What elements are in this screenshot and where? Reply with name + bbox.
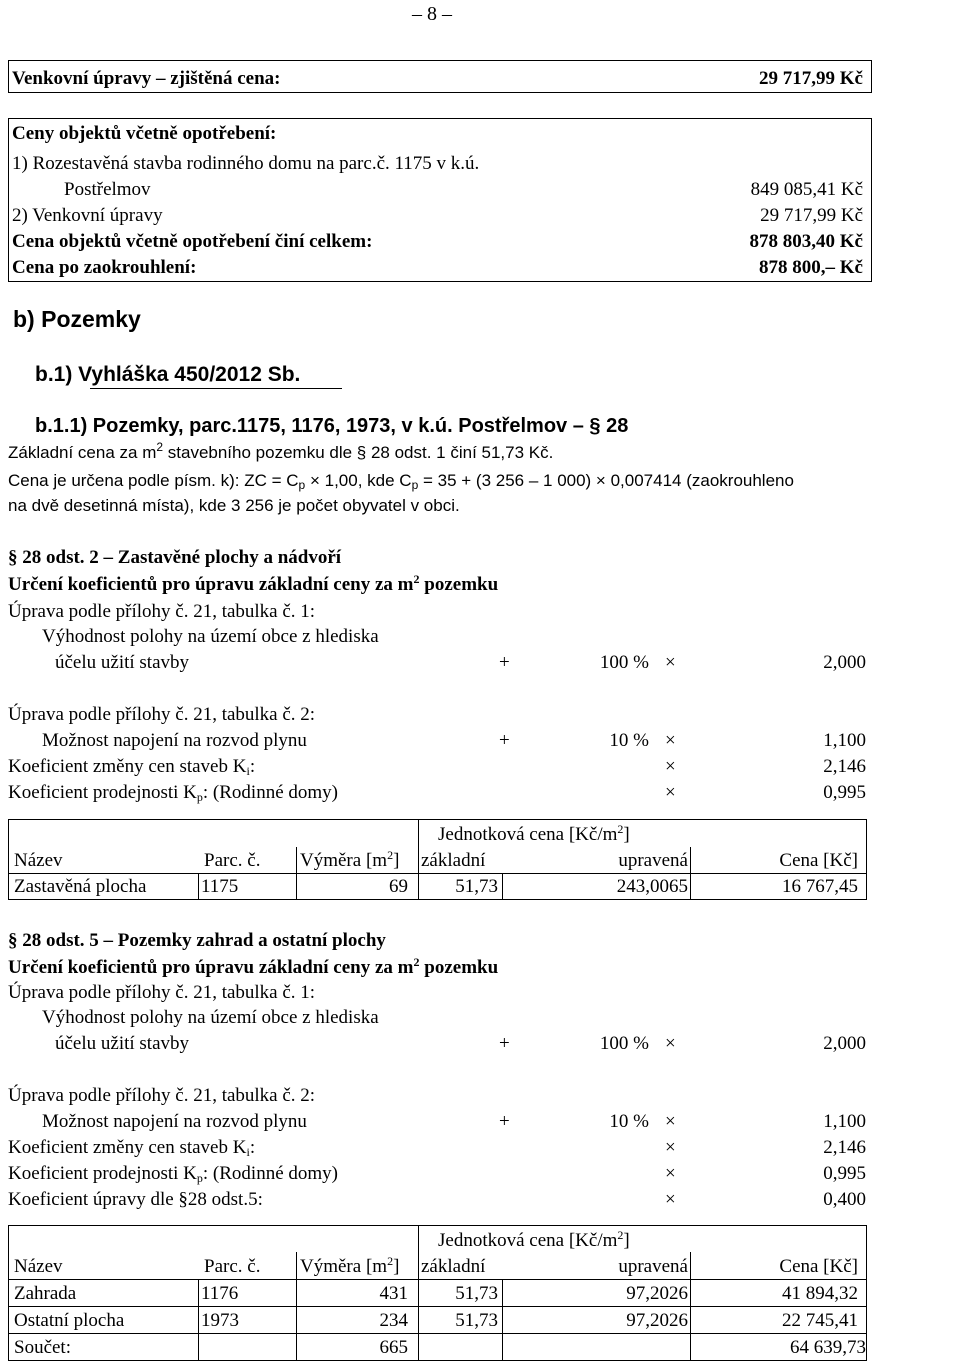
cell-zakladni: 51,73 (455, 876, 498, 897)
cell-cena: 41 894,32 (782, 1283, 858, 1304)
s1-plyn-sign: + (499, 730, 510, 751)
s1-vyhodnost-line1: Výhodnost polohy na území obce z hlediska (42, 626, 379, 647)
s1-heading: § 28 odst. 2 – Zastavěné plochy a nádvoří (8, 547, 342, 568)
s2-ku-label: Koeficient úpravy dle §28 odst.5: (8, 1189, 263, 1210)
s2-heading: § 28 odst. 5 – Pozemky zahrad a ostatní plochy (8, 930, 386, 951)
s2-ku-val: 0,400 (823, 1189, 866, 1210)
ceny-item2-value: 29 717,99 Kč (760, 205, 863, 226)
ceny-heading: Ceny objektů včetně opotřebení: (12, 123, 277, 144)
s1-th-unit: Jednotková cena $[Kč/m^2]$ (438, 822, 630, 845)
cell-nazev: Zahrada (14, 1283, 77, 1304)
ceny-item1-value: 849 085,41 Kč (750, 179, 863, 200)
s2-ki-x: × (665, 1137, 676, 1158)
cell-parc: 1973 (201, 1310, 239, 1331)
s1-uprava1: Úprava podle přílohy č. 21, tabulka č. 1: (8, 601, 316, 622)
s2-plyn-label: Možnost napojení na rozvod plynu (42, 1111, 307, 1132)
s2-vyhodnost-line2: účelu užití stavby (55, 1033, 190, 1054)
s2-kp-val: 0,995 (823, 1163, 866, 1184)
formula-line: Cena je určena podle písm. k): ZC = $C_p \times 1,00$, kde $C_p = 35 + (3$ 256 – 1 000) × 0,007414 (zaokrouhleno (8, 471, 794, 492)
s2-vyhodnost-x: × (665, 1033, 676, 1054)
cell-zakladni: 51,73 (455, 1310, 498, 1331)
s1-ki-val: 2,146 (823, 756, 866, 777)
s1-plyn-val: 1,100 (823, 730, 866, 751)
cell-sum-cena: 64 639,73 (790, 1337, 866, 1358)
pozemky-sub11: b.1.1) Pozemky, parc.1175, 1176, 1973, v k.ú. Postřelmov – § 28 (35, 415, 629, 437)
s1-plyn-pct: 10 % (609, 730, 649, 751)
s2-ki-label: Koeficient změny cen staveb $K_i$: (8, 1137, 256, 1159)
s2-th-nazev: Název (14, 1256, 63, 1277)
s1-th-vymera: Výměra $[m^2]$ (300, 848, 400, 871)
s2-plyn-x: × (665, 1111, 676, 1132)
s1-kp-val: 0,995 (823, 782, 866, 803)
s2-th-upravena: upravená (618, 1256, 688, 1277)
s2-vyhodnost-val: 2,000 (823, 1033, 866, 1054)
ceny-item2-label: 2) Venkovní úpravy (12, 205, 163, 226)
s1-vyhodnost-line2: účelu užití stavby (55, 652, 190, 673)
cell-nazev: Ostatní plocha (14, 1310, 125, 1331)
venkovni-label: Venkovní úpravy – zjištěná cena: (12, 68, 281, 89)
cell-cena: 22 745,41 (782, 1310, 858, 1331)
s1-uprava2: Úprava podle přílohy č. 21, tabulka č. 2: (8, 704, 316, 725)
page-number: – 8 – (412, 3, 452, 25)
s2-coef-heading: Určení koeficientů pro úpravu základní ceny za $m^2$ pozemku (8, 955, 499, 978)
s1-vyhodnost-pct: 100 % (599, 652, 649, 673)
s1-coef-heading: Určení koeficientů pro úpravu základní ceny za $m^2$ pozemku (8, 572, 499, 595)
s2-th-unit: Jednotková cena $[Kč/m^2]$ (438, 1228, 630, 1251)
cell-cena: 16 767,45 (782, 876, 858, 897)
s2-plyn-sign: + (499, 1111, 510, 1132)
s2-kp-label: Koeficient prodejnosti $K_p$: (Rodinné domy) (8, 1163, 339, 1185)
s2-th-cena: Cena [Kč] (779, 1256, 858, 1277)
s1-th-nazev: Název (14, 850, 63, 871)
ceny-total-label: Cena objektů včetně opotřebení činí celkem: (12, 231, 373, 252)
s2-uprava1: Úprava podle přílohy č. 21, tabulka č. 1: (8, 982, 316, 1003)
formula-line2: na dvě desetinná místa), kde 3 256 je počet obyvatel v obci. (8, 496, 460, 515)
venkovni-value: 29 717,99 Kč (759, 68, 863, 89)
s2-th-zakladni: základní (421, 1256, 486, 1277)
s1-kp-label: Koeficient prodejnosti $K_p$: (Rodinné domy) (8, 782, 339, 804)
cell-vymera: 234 (379, 1310, 408, 1331)
s1-th-cena: Cena [Kč] (779, 850, 858, 871)
s1-plyn-x: × (665, 730, 676, 751)
ceny-item1-line1: 1) Rozestavěná stavba rodinného domu na parc.č. 1175 v k.ú. (12, 153, 480, 174)
cell-parc: 1175 (201, 876, 239, 897)
s2-plyn-val: 1,100 (823, 1111, 866, 1132)
s1-plyn-label: Možnost napojení na rozvod plynu (42, 730, 307, 751)
s2-plyn-pct: 10 % (609, 1111, 649, 1132)
base-price-line: Základní cena za $m^2$ stavebního pozemku dle § 28 odst. 1 činí 51,73 Kč. (8, 440, 554, 462)
cell-sum-vymera: 665 (379, 1337, 408, 1358)
s1-th-parc: Parc. č. (204, 850, 261, 871)
venkovni-box (8, 60, 872, 93)
s1-ki-x: × (665, 756, 676, 777)
s1-vyhodnost-val: 2,000 (823, 652, 866, 673)
cell-upravena: 97,2026 (626, 1310, 688, 1331)
s2-ki-val: 2,146 (823, 1137, 866, 1158)
s2-kp-x: × (665, 1163, 676, 1184)
s1-kp-x: × (665, 782, 676, 803)
s2-ku-x: × (665, 1189, 676, 1210)
s1-th-upravena: upravená (618, 850, 688, 871)
s2-th-vymera: Výměra $[m^2]$ (300, 1254, 400, 1277)
s2-vyhodnost-pct: 100 % (599, 1033, 649, 1054)
pozemky-sub1-underline (90, 388, 342, 389)
cell-vymera: 69 (389, 876, 408, 897)
ceny-rounded-value: 878 800,– Kč (759, 257, 863, 278)
cell-sum-label: Součet: (14, 1337, 71, 1358)
cell-upravena: 243,0065 (616, 876, 688, 897)
s1-ki-label: Koeficient změny cen staveb $K_i$: (8, 756, 256, 778)
cell-parc: 1176 (201, 1283, 239, 1304)
ceny-total-value: 878 803,40 Kč (749, 231, 863, 252)
cell-vymera: 431 (379, 1283, 408, 1304)
s2-vyhodnost-sign: + (499, 1033, 510, 1054)
cell-nazev: Zastavěná plocha (14, 876, 147, 897)
ceny-rounded-label: Cena po zaokrouhlení: (12, 257, 197, 278)
s2-th-parc: Parc. č. (204, 1256, 261, 1277)
cell-upravena: 97,2026 (626, 1283, 688, 1304)
pozemky-heading: b) Pozemky (13, 306, 141, 332)
s1-vyhodnost-x: × (665, 652, 676, 673)
s2-vyhodnost-line1: Výhodnost polohy na území obce z hlediska (42, 1007, 379, 1028)
ceny-item1-line2: Postřelmov (64, 179, 151, 200)
s1-vyhodnost-sign: + (499, 652, 510, 673)
cell-zakladni: 51,73 (455, 1283, 498, 1304)
s1-th-zakladni: základní (421, 850, 486, 871)
pozemky-sub1: b.1) Vyhláška 450/2012 Sb. (35, 363, 301, 386)
s2-uprava2: Úprava podle přílohy č. 21, tabulka č. 2: (8, 1085, 316, 1106)
ceny-box (8, 118, 872, 282)
